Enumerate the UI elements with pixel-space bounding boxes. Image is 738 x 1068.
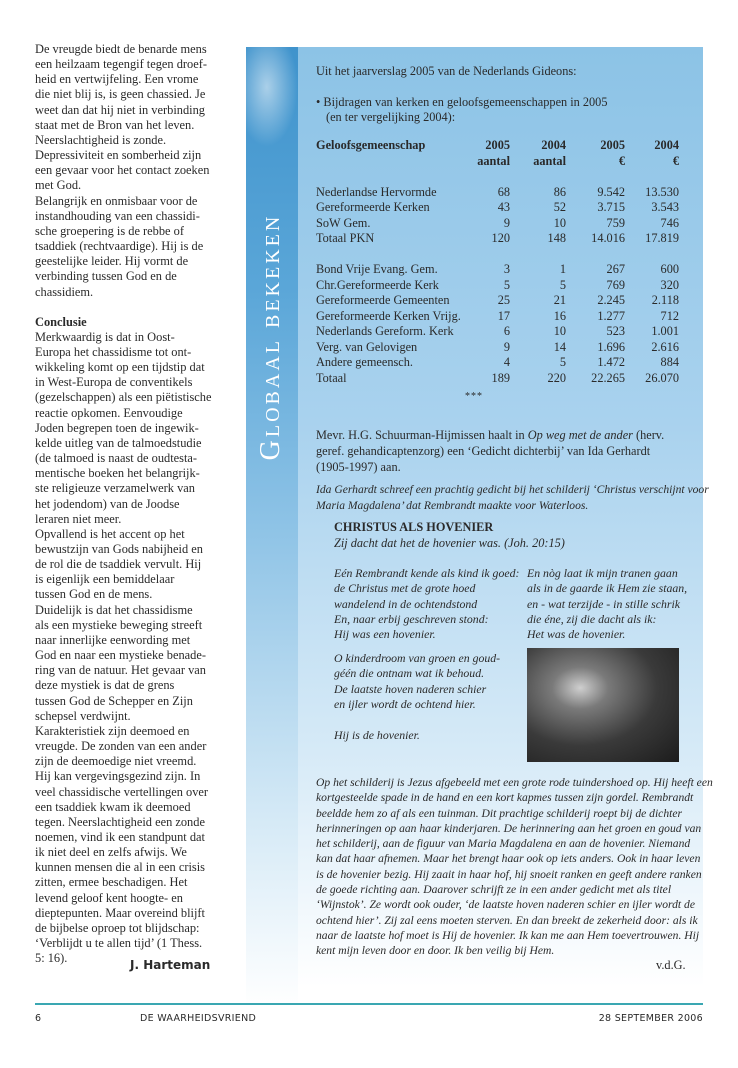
table-cell: 22.265	[591, 370, 625, 385]
table-cell: 220	[547, 370, 566, 385]
text-line: kelde uitleg van de talmoedstudie	[35, 435, 202, 450]
col-header: Geloofsgemeenschap	[316, 138, 426, 152]
text-line: (de talmoed is naast de oudtesta-	[35, 451, 198, 466]
poem-stanza	[334, 566, 519, 642]
table-spacer	[316, 247, 679, 263]
church-name: Nederlandse Hervormde	[316, 184, 437, 199]
table-cell: 5	[559, 277, 566, 292]
table-cell: 884	[660, 355, 679, 369]
church-name: Bond Vrije Evang. Gem.	[316, 262, 438, 276]
text-line: levend geloof kent hoogte- en	[35, 890, 183, 905]
col-subheader: aantal	[477, 153, 510, 168]
text-line: geestelijke leider. Hij vormt de	[35, 254, 189, 269]
poem-line: O kinderdroom van groen en goud-	[334, 651, 501, 665]
mevr-para-line	[316, 428, 664, 444]
poem-line: En nòg laat ik mijn tranen gaan	[527, 566, 678, 580]
paragraph-gap	[35, 300, 245, 315]
table-cell: 14	[553, 339, 566, 354]
text-line: schepsel verdwijnt.	[35, 708, 131, 723]
text-line: tegen. Neerslachtigheid een zonde	[35, 814, 205, 829]
text-line: heid en vertwijfeling. Een vrome	[35, 72, 199, 87]
text-line: vreugde. De zonden van een ander	[35, 739, 207, 754]
table-cell: 25	[497, 293, 510, 307]
text-line: zijn de deemoedige niet vreemd.	[35, 754, 197, 769]
text-line: weet dan dat hij niet in verbinding	[35, 102, 205, 117]
church-name: Gereformeerde Kerken	[316, 200, 430, 214]
section-banner	[246, 47, 298, 1007]
table-cell: 712	[660, 308, 679, 323]
text-line: veel chassidische vertellingen over	[35, 784, 209, 799]
table-cell: 3	[503, 262, 510, 276]
table-cell: 9	[503, 339, 510, 354]
text-line: de bijbelse oproep tot blijdschap:	[35, 920, 200, 935]
text-line: een heilzaam tegengif tegen droef-	[35, 57, 207, 72]
table-cell: 10	[553, 215, 566, 230]
text-line: reactie opkomen. Eenvoudige	[35, 405, 183, 420]
text-line: zitten, ermee beschadigen. Het	[35, 875, 188, 890]
text-line: ‘Wijnstok’. Ze wordt ook ouder, ‘de laatste hoven naderen schier en ijler wordt de	[316, 898, 695, 912]
text-line: als een mystieke beweging streeft	[35, 617, 203, 632]
church-name: Totaal	[316, 370, 347, 385]
text-line: met God.	[35, 178, 82, 193]
col-header: 2004	[654, 138, 679, 152]
section-heading: Conclusie	[35, 314, 87, 329]
table-row	[316, 200, 679, 216]
table-cell: 26.070	[645, 370, 679, 385]
text-line: leraren niet meer.	[35, 511, 122, 526]
text: Mevr. H.G. Schuurman-Hijmissen haalt in	[316, 428, 528, 442]
bullet-line: • Bijdragen van kerken en geloofsgemeenschappen in 2005	[316, 95, 608, 109]
table-row	[316, 293, 679, 309]
rembrandt-painting-image	[527, 648, 679, 762]
table-cell: 1.472	[597, 355, 625, 369]
mevr-para-line: geref. gehandicaptenzorg) een ‘Gedicht dichterbij’ van Ida Gerhardt	[316, 444, 651, 458]
church-name: Totaal PKN	[316, 231, 375, 245]
col-subheader: aantal	[533, 153, 566, 168]
text-line: 5: 16).	[35, 951, 68, 966]
table-cell: 17	[497, 308, 510, 323]
text-line: Merkwaardig is dat in Oost-	[35, 329, 175, 344]
table-cell: 320	[660, 277, 679, 292]
table-cell: 3.715	[597, 200, 625, 214]
text-line: Karakteristiek zijn deemoed en	[35, 723, 190, 738]
text-line: de rol die de tsaddiek vervult. Hij	[35, 557, 202, 572]
poem-line: als in de gaarde ik Hem zie staan,	[527, 581, 688, 596]
table-cell: 2.118	[651, 293, 679, 307]
article-author: J. Harteman	[130, 958, 211, 972]
text-line: verbinding tussen God en de	[35, 269, 177, 284]
text: (herv.	[632, 428, 665, 442]
text-line: deze mystiek is dat de grens	[35, 678, 175, 693]
table-cell: 4	[503, 355, 510, 369]
poem-line: Het was de hovenier.	[527, 627, 626, 642]
table-cell: 769	[606, 277, 625, 292]
globe-image	[246, 47, 298, 147]
text-line: is de hovenier bezig. Hij zaait in haar hof, hij snoeit ranken en geeft andere ranken	[316, 867, 702, 881]
poem-line: géén die ontnam wat ik behoud.	[334, 666, 485, 681]
text-line: beeldde hem zo af als een tuinman. Dit prachtige schilderij roept bij de dichter	[316, 806, 682, 820]
text-line: Hij kan vergevingsgezind zijn. In	[35, 769, 201, 784]
poem-line: Hij is de hovenier.	[334, 728, 420, 742]
table-row	[316, 355, 679, 371]
table-cell: 5	[559, 355, 566, 369]
table-row	[316, 216, 679, 232]
table-header-row	[316, 154, 679, 170]
poem-line: Hij was een hovenier.	[334, 627, 436, 642]
text-line: in West-Europa de conventikels	[35, 375, 193, 390]
text-line: herinneringen op aan haar kinderjaren. De herinnering aan het groen en goud van	[316, 821, 702, 835]
text-line: het jodendom) van de Joodse	[35, 496, 180, 511]
church-name: Verg. van Gelovigen	[316, 339, 418, 354]
table-cell: 3.543	[651, 200, 679, 214]
text-line: De vreugde biedt de benarde mens	[35, 42, 207, 56]
contributions-table	[316, 138, 679, 386]
text-line: kent mijn leven door en door. Ik ben veilig bij Hem.	[316, 944, 555, 958]
poem-title: CHRISTUS ALS HOVENIER	[334, 520, 494, 534]
table-row	[316, 262, 679, 278]
text-line: tsaddiek (rechtvaardige). Hij is de	[35, 239, 204, 254]
issue-date: 28 SEPTEMBER 2006	[598, 1013, 703, 1024]
text-line: Op het schilderij is Jezus afgebeeld met een grote rode tuindershoed op. Hij heeft een	[316, 776, 713, 789]
text-line: ochtend hier’. Zij zal eens moeten sterven. En dan breekt de zekerheid door: als ik	[316, 913, 698, 927]
mevr-para-line: (1905-1997) aan.	[316, 460, 401, 474]
text-line: Joden begrepen toen de ingewik-	[35, 420, 199, 435]
text-line: Opvallend is het accent op het	[35, 526, 185, 541]
church-name: Gereformeerde Kerken Vrijg.	[316, 308, 461, 323]
table-cell: 148	[547, 231, 566, 245]
publication-title: Op weg met de ander	[527, 428, 633, 442]
table-cell: 21	[553, 293, 566, 307]
col-subheader: €	[672, 153, 679, 168]
text-line: naar innerlijke eenwording met	[35, 632, 191, 647]
table-cell: 5	[503, 277, 510, 292]
intro-text: Uit het jaarverslag 2005 van de Nederlands Gideons:	[316, 64, 577, 78]
table-cell: 16	[553, 308, 566, 323]
table-spacer	[316, 169, 679, 185]
table-cell: 13.530	[645, 184, 679, 199]
table-cell: 523	[606, 324, 625, 338]
table-row	[316, 185, 679, 201]
text-line: een gevaar voor het contact zoeken	[35, 163, 210, 178]
publication-name: DE WAARHEIDSVRIEND	[140, 1013, 257, 1024]
poem-stanza	[334, 728, 420, 743]
table-row	[316, 324, 679, 340]
text-line: ring van de natuur. Het gevaar van	[35, 663, 206, 678]
poem-line: En, naar erbij geschreven stond:	[334, 611, 489, 626]
text-line: ste religieuze verzamelwerk van	[35, 481, 195, 496]
table-cell: 759	[606, 215, 625, 230]
poem-line: De laatste hoven naderen schier	[334, 681, 487, 696]
page-number: 6	[35, 1013, 42, 1024]
text-line: ik niet deel en zelfs afwijs. We	[35, 845, 187, 860]
text-line: staat met de Bron van het leven.	[35, 117, 195, 132]
col-header: 2005	[600, 138, 625, 152]
table-cell: 1.277	[597, 308, 625, 323]
text-line: kunnen mensen die al in een crisis	[35, 860, 205, 875]
table-row	[316, 340, 679, 356]
closing-paragraph	[316, 775, 713, 959]
poem-line: Eén Rembrandt kende als kind ik goed:	[334, 566, 520, 580]
text-line: kortgesteelde spade in de hand en een kort kapmes tussen zijn gordel. Rembrandt	[316, 791, 694, 805]
text-line: die niet blij is, is geen chassied. Je	[35, 87, 206, 102]
table-row	[316, 309, 679, 325]
footer-rule	[35, 1003, 703, 1005]
col-subheader: €	[618, 153, 625, 168]
text-line: mentische boeken het belangrijk-	[35, 466, 200, 481]
church-name: Gereformeerde Gemeenten	[316, 293, 450, 307]
table-cell: 9	[503, 215, 510, 230]
poem-subtitle: Zij dacht dat het de hovenier was. (Joh. 20:15)	[334, 536, 565, 550]
separator: ***	[465, 391, 483, 402]
table-cell: 6	[503, 324, 510, 338]
table-cell: 1	[559, 262, 566, 276]
text-line: een tsaddiek kwam ik deemoed	[35, 799, 191, 814]
poem-line: de Christus met de grote hoed	[334, 581, 476, 596]
text-line: naar de laatste hof moet is Hij de hovenier. Ik kan me aan Hem toevertrouwen. Hij	[316, 928, 700, 942]
table-row	[316, 371, 679, 387]
table-cell: 52	[553, 200, 566, 214]
table-cell: 746	[660, 215, 679, 230]
text-line: bewustzijn van Gods nabijheid en	[35, 542, 203, 556]
article-left-column	[35, 42, 245, 966]
text-line: God en naar een mystieke benade-	[35, 648, 206, 663]
text-line: tussen God de Schepper en Zijn	[35, 693, 193, 708]
text-line: noemen, vind ik een standpunt dat	[35, 829, 205, 844]
text-line: Depressiviteit en somberheid zijn	[35, 148, 202, 163]
poem-stanza	[334, 651, 500, 712]
text-line: Europa het chassidisme tot ont-	[35, 344, 192, 359]
text-line: chassidiem.	[35, 284, 94, 299]
text-line: Duidelijk is dat het chassidisme	[35, 602, 193, 617]
text-line: ‘Verblijdt u te allen tijd’ (1 Thess.	[35, 936, 203, 951]
table-cell: 17.819	[645, 231, 679, 245]
text-line: de goede richting aan. Daarover schrijft ze in een ander gedicht met als titel	[316, 883, 672, 897]
church-name: SoW Gem.	[316, 215, 371, 230]
table-cell: 14.016	[591, 231, 625, 245]
table-cell: 2.245	[597, 293, 625, 307]
table-cell: 267	[606, 262, 625, 276]
table-header-row	[316, 138, 679, 154]
poem-line: en ijler wordt de ochtend hier.	[334, 696, 476, 711]
table-cell: 120	[491, 231, 510, 245]
table-cell: 86	[553, 184, 566, 199]
table-cell: 189	[491, 370, 510, 385]
church-name: Andere gemeensch.	[316, 355, 413, 369]
poem-line: die éne, zij die dacht als ik:	[527, 611, 657, 626]
text-line: tussen God en de mens.	[35, 587, 153, 602]
text-line: (gezelschappen) als een piëtistische	[35, 390, 212, 405]
text-line: Belangrijk en onmisbaar voor de	[35, 193, 198, 208]
col-header: 2005	[485, 138, 510, 152]
text-line: is eigenlijk een bemiddelaar	[35, 572, 175, 587]
poem-line: wandelend in de ochtendstond	[334, 596, 478, 611]
ida-line: Ida Gerhardt schreef een prachtig gedicht bij het schilderij ‘Christus verschijnt voor	[316, 483, 709, 496]
poem-line: en - wat terzijde - in stille schrik	[527, 596, 681, 611]
table-cell: 1.001	[651, 324, 679, 338]
text-line: het schilderij, aan de figuur van Maria Magdalena en aan de hovenier. Niemand	[316, 837, 691, 851]
section-title: Globaal bekeken	[255, 213, 286, 461]
ida-line: Maria Magdalena’ dat Rembrandt maakte voor Waterloos.	[316, 499, 589, 512]
table-cell: 2.616	[651, 339, 679, 354]
table-cell: 68	[497, 184, 510, 199]
text-line: Neerslachtigheid is zonde.	[35, 132, 167, 147]
text-line: wikkeling komt op een tijdstip dat	[35, 360, 205, 375]
text-line: sche groepering is de rebbe of	[35, 223, 184, 238]
bullet-line-cont: (en ter vergelijking 2004):	[326, 110, 456, 124]
text-line: dieptepunten. Maar overeind blijft	[35, 905, 205, 920]
table-cell: 10	[553, 324, 566, 338]
text-line: instandhouding van een chassidi-	[35, 208, 200, 223]
signature: v.d.G.	[656, 958, 686, 972]
table-cell: 9.542	[597, 184, 625, 199]
text-line: kan dat haar afnemen. Maar het brengt haar ook op iets anders. Ook in haar leven	[316, 852, 701, 866]
poem-stanza	[527, 566, 687, 642]
table-cell: 43	[497, 200, 510, 214]
table-row	[316, 231, 679, 247]
church-name: Nederlands Gereform. Kerk	[316, 324, 454, 338]
table-cell: 1.696	[597, 339, 625, 354]
col-header: 2004	[541, 138, 566, 152]
table-row	[316, 278, 679, 294]
church-name: Chr.Gereformeerde Kerk	[316, 277, 439, 292]
table-cell: 600	[660, 262, 679, 276]
